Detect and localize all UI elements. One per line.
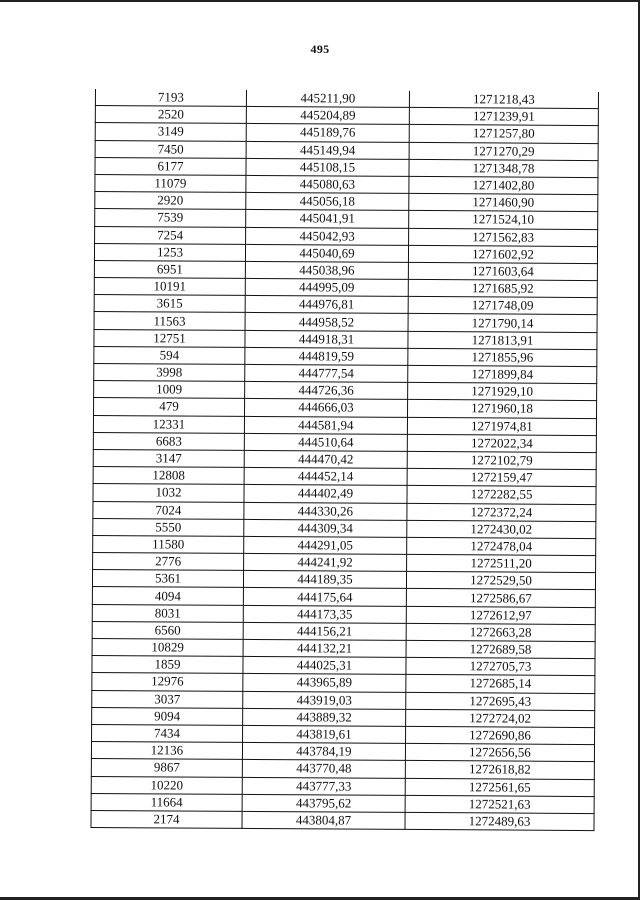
point-number-cell: 2920 bbox=[95, 192, 246, 210]
x-coordinate-cell: 444189,35 bbox=[243, 571, 406, 589]
point-number-cell: 12808 bbox=[93, 467, 244, 485]
x-coordinate-cell: 445211,90 bbox=[246, 90, 409, 108]
point-number-cell: 7254 bbox=[95, 226, 246, 244]
x-coordinate-cell: 445108,15 bbox=[246, 158, 409, 176]
y-coordinate-cell: 1272521,63 bbox=[405, 795, 594, 813]
x-coordinate-cell: 444330,26 bbox=[244, 502, 407, 520]
y-coordinate-cell: 1272689,58 bbox=[406, 640, 595, 658]
y-coordinate-cell: 1272511,20 bbox=[407, 554, 596, 572]
y-coordinate-cell: 1271524,10 bbox=[409, 211, 598, 229]
point-number-cell: 11664 bbox=[91, 793, 242, 811]
y-coordinate-cell: 1271685,92 bbox=[408, 279, 597, 297]
y-coordinate-cell: 1271562,83 bbox=[409, 228, 598, 246]
y-coordinate-cell: 1271603,64 bbox=[408, 262, 597, 280]
x-coordinate-cell: 444241,92 bbox=[244, 553, 407, 571]
y-coordinate-cell: 1272022,34 bbox=[407, 434, 596, 452]
point-number-cell: 5361 bbox=[92, 570, 243, 588]
y-coordinate-cell: 1272586,67 bbox=[406, 589, 595, 607]
y-coordinate-cell: 1272685,14 bbox=[406, 675, 595, 693]
x-coordinate-cell: 444309,34 bbox=[244, 519, 407, 537]
point-number-cell: 12976 bbox=[92, 673, 243, 691]
point-number-cell: 7539 bbox=[95, 209, 246, 227]
point-number-cell: 12331 bbox=[93, 415, 244, 433]
x-coordinate-cell: 443889,32 bbox=[243, 708, 406, 726]
y-coordinate-cell: 1272489,63 bbox=[405, 812, 594, 830]
x-coordinate-cell: 445041,91 bbox=[246, 210, 409, 228]
x-coordinate-cell: 444452,14 bbox=[244, 468, 407, 486]
x-coordinate-cell: 444175,64 bbox=[243, 588, 406, 606]
x-coordinate-cell: 444819,59 bbox=[245, 347, 408, 365]
x-coordinate-cell: 444918,31 bbox=[245, 330, 408, 348]
table-row bbox=[91, 810, 594, 830]
y-coordinate-cell: 1271790,14 bbox=[408, 314, 597, 332]
point-number-cell: 7193 bbox=[95, 89, 246, 107]
y-coordinate-cell: 1272612,97 bbox=[406, 606, 595, 624]
scan-edge-top bbox=[0, 0, 640, 2]
x-coordinate-cell: 443784,19 bbox=[242, 743, 405, 761]
x-coordinate-cell: 443819,61 bbox=[243, 725, 406, 743]
point-number-cell: 2520 bbox=[95, 106, 246, 124]
x-coordinate-cell: 444291,05 bbox=[244, 536, 407, 554]
point-number-cell: 9867 bbox=[91, 759, 242, 777]
y-coordinate-cell: 1271270,29 bbox=[409, 142, 598, 160]
y-coordinate-cell: 1272656,56 bbox=[405, 744, 594, 762]
y-coordinate-cell: 1272430,02 bbox=[407, 520, 596, 538]
y-coordinate-cell: 1271218,43 bbox=[409, 91, 598, 109]
y-coordinate-cell: 1272695,43 bbox=[406, 692, 595, 710]
x-coordinate-cell: 443804,87 bbox=[242, 811, 405, 829]
y-coordinate-cell: 1271402,80 bbox=[409, 176, 598, 194]
point-number-cell: 2174 bbox=[91, 810, 242, 828]
point-number-cell: 2776 bbox=[93, 553, 244, 571]
point-number-cell: 3998 bbox=[94, 363, 245, 381]
x-coordinate-cell: 444132,21 bbox=[243, 639, 406, 657]
y-coordinate-cell: 1272618,82 bbox=[405, 761, 594, 779]
x-coordinate-cell: 444777,54 bbox=[245, 364, 408, 382]
point-number-cell: 12751 bbox=[94, 329, 245, 347]
x-coordinate-cell: 445056,18 bbox=[246, 193, 409, 211]
x-coordinate-cell: 444726,36 bbox=[245, 382, 408, 400]
y-coordinate-cell: 1272705,73 bbox=[406, 658, 595, 676]
x-coordinate-cell: 445204,89 bbox=[246, 107, 409, 125]
point-number-cell: 3037 bbox=[92, 690, 243, 708]
point-number-cell: 11563 bbox=[94, 312, 245, 330]
x-coordinate-cell: 445042,93 bbox=[246, 227, 409, 245]
x-coordinate-cell: 445189,76 bbox=[246, 124, 409, 142]
point-number-cell: 9094 bbox=[92, 707, 243, 725]
point-number-cell: 3615 bbox=[94, 295, 245, 313]
point-number-cell: 3149 bbox=[95, 123, 246, 141]
point-number-cell: 11580 bbox=[93, 535, 244, 553]
x-coordinate-cell: 443919,03 bbox=[243, 691, 406, 709]
x-coordinate-cell: 444995,09 bbox=[245, 278, 408, 296]
y-coordinate-cell: 1272663,28 bbox=[406, 623, 595, 641]
y-coordinate-cell: 1271899,84 bbox=[408, 365, 597, 383]
point-number-cell: 5550 bbox=[93, 518, 244, 536]
point-number-cell: 6683 bbox=[93, 432, 244, 450]
x-coordinate-cell: 445080,63 bbox=[246, 175, 409, 193]
point-number-cell: 7450 bbox=[95, 140, 246, 158]
x-coordinate-cell: 444025,31 bbox=[243, 657, 406, 675]
point-number-cell: 3147 bbox=[93, 449, 244, 467]
coordinates-table-body bbox=[91, 89, 599, 831]
x-coordinate-cell: 444402,49 bbox=[244, 485, 407, 503]
point-number-cell: 6177 bbox=[95, 157, 246, 175]
point-number-cell: 594 bbox=[94, 346, 245, 364]
x-coordinate-cell: 445149,94 bbox=[246, 141, 409, 159]
x-coordinate-cell: 444470,42 bbox=[244, 450, 407, 468]
x-coordinate-cell: 445038,96 bbox=[245, 261, 408, 279]
y-coordinate-cell: 1272529,50 bbox=[406, 572, 595, 590]
point-number-cell: 6951 bbox=[94, 260, 245, 278]
point-number-cell: 10220 bbox=[91, 776, 242, 794]
y-coordinate-cell: 1271239,91 bbox=[409, 108, 598, 126]
y-coordinate-cell: 1271960,18 bbox=[408, 400, 597, 418]
point-number-cell: 7024 bbox=[93, 501, 244, 519]
point-number-cell: 1253 bbox=[94, 243, 245, 261]
point-number-cell: 12136 bbox=[91, 742, 242, 760]
point-number-cell: 1009 bbox=[94, 381, 245, 399]
point-number-cell: 10191 bbox=[94, 278, 245, 296]
coordinates-table bbox=[90, 89, 599, 831]
page-number: 495 bbox=[310, 42, 330, 56]
y-coordinate-cell: 1271348,78 bbox=[409, 159, 598, 177]
y-coordinate-cell: 1271855,96 bbox=[408, 348, 597, 366]
y-coordinate-cell: 1271602,92 bbox=[408, 245, 597, 263]
point-number-cell: 1032 bbox=[93, 484, 244, 502]
point-number-cell: 1859 bbox=[92, 656, 243, 674]
point-number-cell: 7434 bbox=[92, 724, 243, 742]
y-coordinate-cell: 1272102,79 bbox=[407, 451, 596, 469]
point-number-cell: 8031 bbox=[92, 604, 243, 622]
coordinates-table-wrapper bbox=[90, 89, 595, 831]
x-coordinate-cell: 443770,48 bbox=[242, 760, 405, 778]
y-coordinate-cell: 1271460,90 bbox=[409, 194, 598, 212]
x-coordinate-cell: 444156,21 bbox=[243, 622, 406, 640]
y-coordinate-cell: 1272724,02 bbox=[406, 709, 595, 727]
x-coordinate-cell: 444976,81 bbox=[245, 296, 408, 314]
point-number-cell: 6560 bbox=[92, 621, 243, 639]
x-coordinate-cell: 444666,03 bbox=[245, 399, 408, 417]
x-coordinate-cell: 444581,94 bbox=[244, 416, 407, 434]
y-coordinate-cell: 1272159,47 bbox=[407, 469, 596, 487]
point-number-cell: 4094 bbox=[92, 587, 243, 605]
y-coordinate-cell: 1271974,81 bbox=[407, 417, 596, 435]
y-coordinate-cell: 1271813,91 bbox=[408, 331, 597, 349]
y-coordinate-cell: 1271929,10 bbox=[408, 383, 597, 401]
y-coordinate-cell: 1272372,24 bbox=[407, 503, 596, 521]
y-coordinate-cell: 1272282,55 bbox=[407, 486, 596, 504]
point-number-cell: 10829 bbox=[92, 638, 243, 656]
x-coordinate-cell: 444173,35 bbox=[243, 605, 406, 623]
x-coordinate-cell: 445040,69 bbox=[245, 244, 408, 262]
x-coordinate-cell: 443965,89 bbox=[243, 674, 406, 692]
y-coordinate-cell: 1272478,04 bbox=[407, 537, 596, 555]
y-coordinate-cell: 1271748,09 bbox=[408, 297, 597, 315]
y-coordinate-cell: 1272690,86 bbox=[406, 726, 595, 744]
point-number-cell: 479 bbox=[94, 398, 245, 416]
x-coordinate-cell: 443777,33 bbox=[242, 777, 405, 795]
x-coordinate-cell: 443795,62 bbox=[242, 794, 405, 812]
point-number-cell: 11079 bbox=[95, 174, 246, 192]
y-coordinate-cell: 1271257,80 bbox=[409, 125, 598, 143]
x-coordinate-cell: 444510,64 bbox=[244, 433, 407, 451]
y-coordinate-cell: 1272561,65 bbox=[405, 778, 594, 796]
x-coordinate-cell: 444958,52 bbox=[245, 313, 408, 331]
